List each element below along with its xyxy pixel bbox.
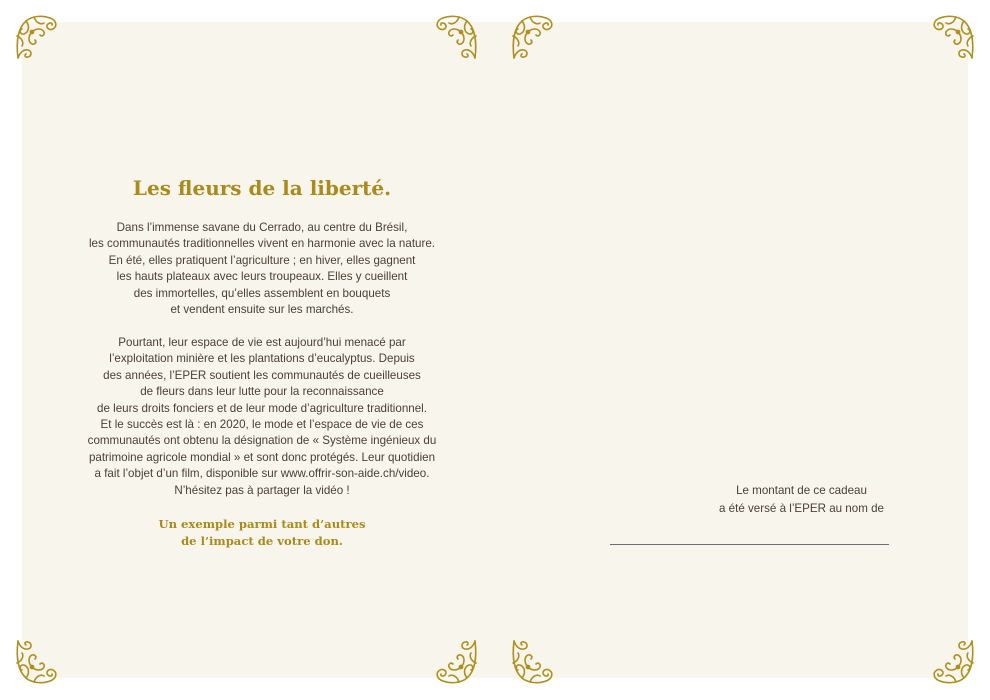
- text-line: Dans l’immense savane du Cerrado, au centre du Brésil,: [116, 221, 408, 234]
- text-line: des immortelles, qu’elles assemblent en bouquets: [133, 286, 391, 300]
- flourish-ornament-icon: [508, 637, 558, 687]
- flourish-ornament-icon: [431, 637, 481, 687]
- story-paragraph-2: [22, 335, 502, 499]
- flourish-ornament-icon: [508, 12, 558, 62]
- dedication-line: a été versé à l’EPER au nom de: [719, 502, 884, 515]
- text-line: l’exploitation minière et les plantations d’eucalyptus. Depuis: [109, 352, 415, 366]
- closing-line: Un exemple parmi tant d’autres: [158, 517, 366, 531]
- flourish-ornament-icon: [928, 12, 978, 62]
- story-paragraph-1: [22, 220, 502, 318]
- text-line: les communautés traditionnelles vivent en harmonie avec la nature.: [88, 237, 436, 251]
- text-line: les hauts plateaux avec leurs troupeaux. Elles y cueillent: [116, 270, 408, 284]
- text-line: Et le succès est là : en 2020, le mode et l’espace de vie de ces: [100, 418, 424, 432]
- text-line: communautés ont obtenu la désignation de « Système ingénieux du: [87, 434, 437, 448]
- text-line: N’hésitez pas à partager la vidéo !: [174, 483, 350, 497]
- text-line: de leurs droits fonciers et de leur mode d’agriculture traditionnel.: [97, 401, 427, 415]
- dedication-text: [595, 482, 990, 518]
- flourish-ornament-icon: [12, 637, 62, 687]
- text-line: de fleurs dans leur lutte pour la reconnaissance: [140, 385, 384, 399]
- flourish-ornament-icon: [928, 637, 978, 687]
- text-line: a fait l’objet d’un film, disponible sur www.offrir-son-aide.ch/video.: [94, 467, 430, 481]
- text-line: patrimoine agricole mondial » et sont donc protégés. Leur quotidien: [88, 450, 436, 464]
- left-panel: [22, 22, 495, 678]
- text-line: des années, l’EPER soutient les communautés de cueilleuses: [103, 368, 421, 382]
- card-title: Les fleurs de la liberté.: [132, 176, 392, 200]
- greeting-card: [22, 22, 968, 678]
- text-line: et vendent ensuite sur les marchés.: [170, 303, 354, 317]
- flourish-ornament-icon: [12, 12, 62, 62]
- dedication-line: Le montant de ce cadeau: [736, 484, 867, 497]
- closing-line: de l’impact de votre don.: [181, 534, 343, 548]
- closing-statement: [22, 516, 502, 550]
- recipient-name-line: [610, 544, 889, 545]
- flourish-ornament-icon: [431, 12, 481, 62]
- text-line: Pourtant, leur espace de vie est aujourd’hui menacé par: [118, 336, 406, 349]
- text-line: En été, elles pratiquent l’agriculture ; en hiver, elles gagnent: [108, 253, 416, 267]
- right-panel: [495, 22, 968, 678]
